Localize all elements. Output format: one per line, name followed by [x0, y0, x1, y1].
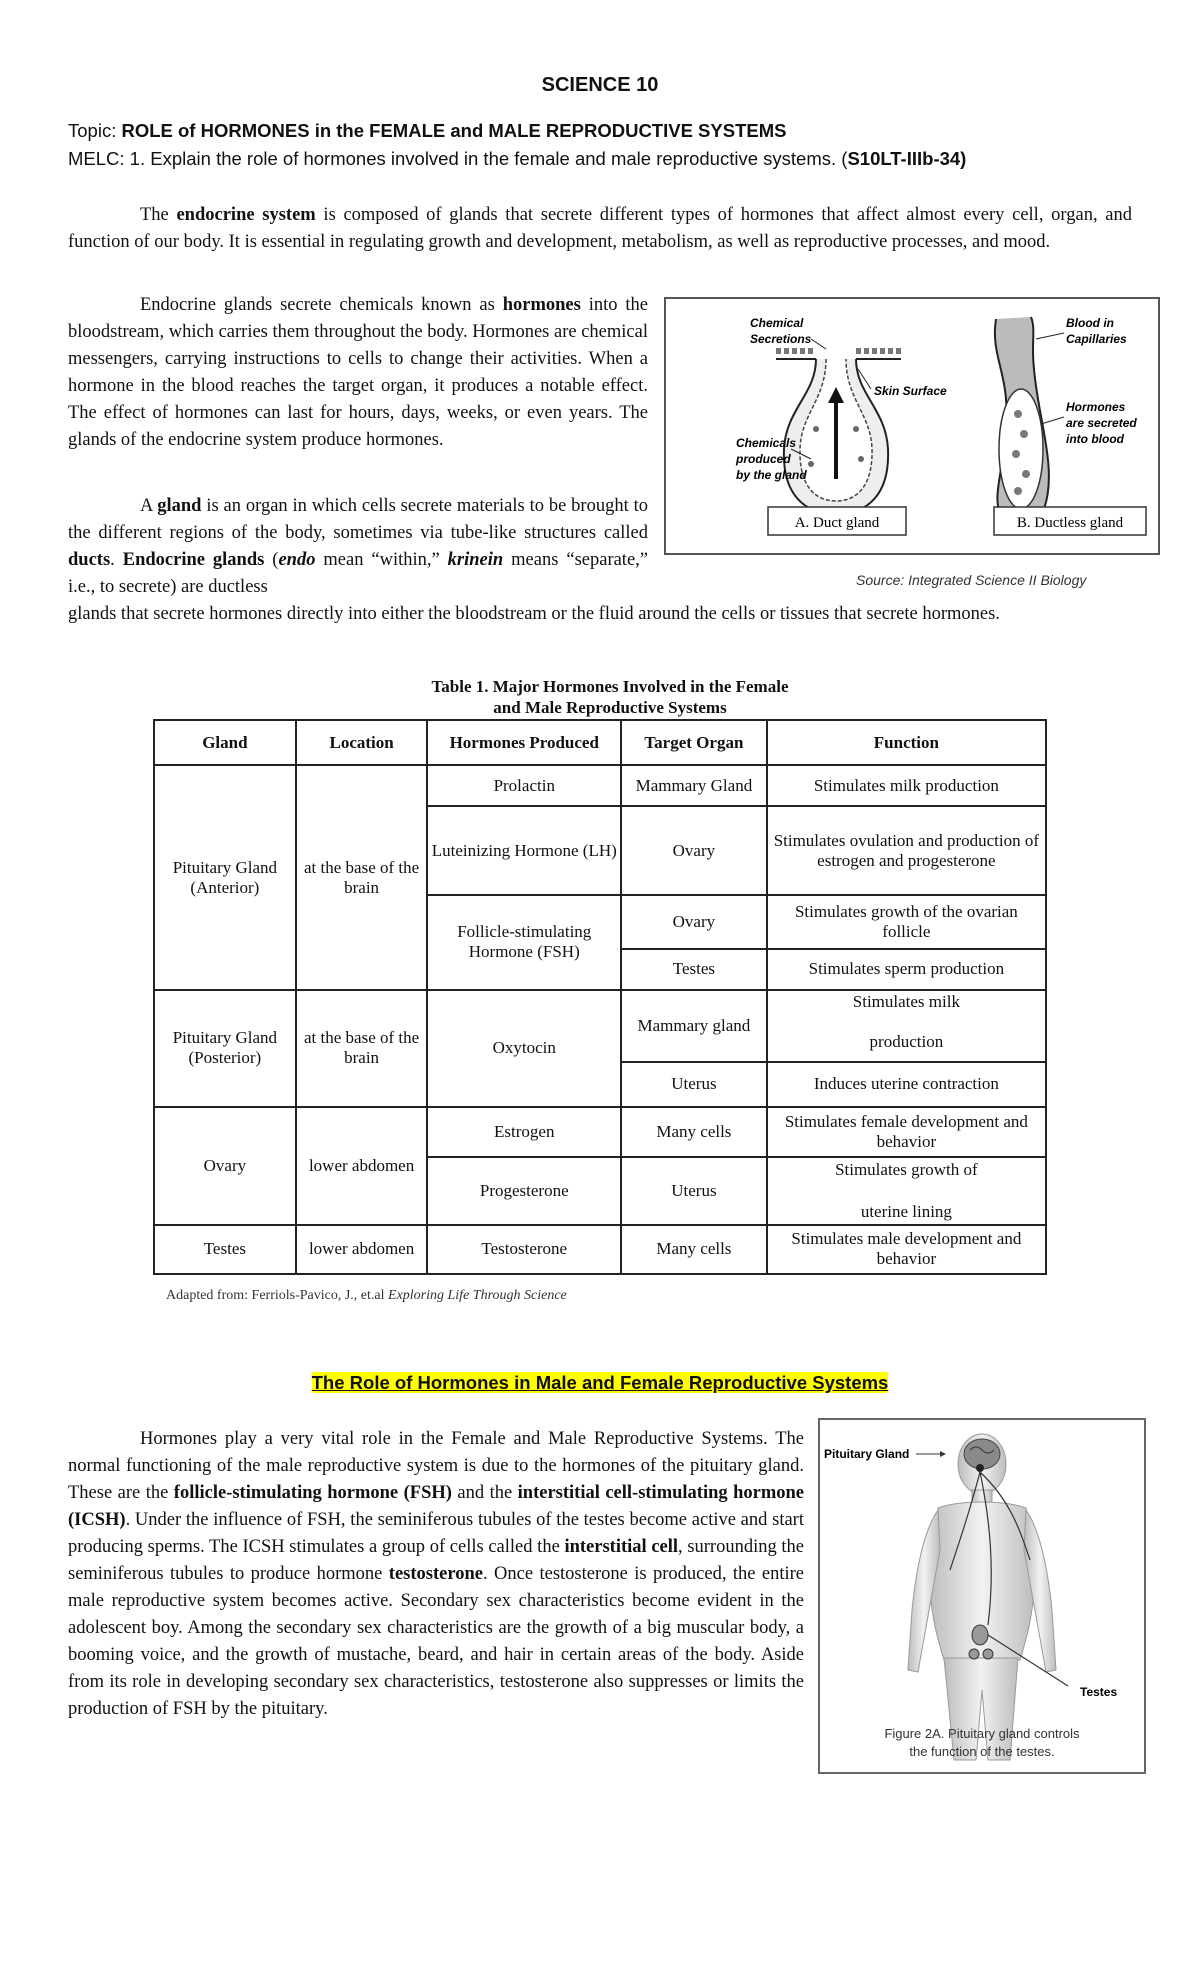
topic-text: ROLE of HORMONES in the FEMALE and MALE REPRODUCTIVE SYSTEMS [121, 120, 787, 141]
chemicals-produced-label-2: produced [736, 452, 791, 466]
hormones-secreted-label-2: are secreted [1066, 416, 1137, 430]
target-cell: Mammary Gland [621, 765, 767, 806]
hormones-table [153, 719, 1047, 1275]
figure2-caption-2: the function of the testes. [909, 1744, 1055, 1759]
topic-line [68, 120, 786, 142]
table-row [154, 1107, 1046, 1156]
duct-gland-illustration [776, 351, 901, 514]
target-cell: Ovary [621, 806, 767, 895]
figure2-caption-1: Figure 2A. Pituitary gland controls [884, 1726, 1080, 1741]
hormone-cell: Testosterone [427, 1225, 621, 1275]
duct-gland-label: A. Duct gland [794, 515, 880, 531]
hormone-cell: Luteinizing Hormone (LH) [427, 806, 621, 895]
function-cell: Stimulates ovulation and production of estrogen and progesterone [767, 806, 1046, 895]
intro-paragraph-1: The endocrine system is composed of glands that secrete different types of hormones that affect almost every cell, organ, and function of our body. It is essential in regulating growth and development, metabolism, as well as reproductive processes, and mood. [68, 205, 1132, 252]
melc-code: S10LT-IIIb-34) [847, 148, 967, 169]
location-cell: at the base of the brain [296, 765, 428, 989]
location-cell: lower abdomen [296, 1225, 428, 1275]
hormones-secreted-label: Hormones [1066, 400, 1126, 414]
hormone-cell: Follicle-stimulating Hormone (FSH) [427, 895, 621, 990]
target-cell: Uterus [621, 1157, 767, 1225]
target-cell: Ovary [621, 895, 767, 949]
chemicals-produced-label: Chemicals [736, 436, 797, 450]
blood-in-capillaries-label-2: Capillaries [1066, 332, 1127, 346]
function-cell: Induces uterine contraction [767, 1062, 1046, 1107]
table-title: Table 1. Major Hormones Involved in the Female and Male Reproductive Systems [431, 677, 789, 717]
function-cell: Stimulates sperm production [767, 949, 1046, 990]
chemicals-produced-label-3: by the gland [736, 468, 807, 482]
topic-label: Topic: [68, 120, 117, 141]
header-target-organ: Target Organ [621, 720, 767, 765]
table-row [154, 1225, 1046, 1275]
function-cell: Stimulates female development and behavior [767, 1107, 1046, 1156]
page-title: SCIENCE 10 [541, 74, 659, 96]
table-source: Adapted from: Ferriols-Pavico, J., et.al Exploring Life Through Science [166, 1288, 567, 1303]
intro-paragraph-3-continued: glands that secrete hormones directly into either the bloodstream or the fluid around the cells or tissues that secrete hormones. [68, 604, 1000, 624]
table-header-row [154, 720, 1046, 765]
ductless-gland-label: B. Ductless gland [1016, 515, 1124, 531]
skin-surface-label: Skin Surface [874, 384, 947, 398]
pituitary-testes-figure [818, 1418, 1146, 1774]
target-cell: Uterus [621, 1062, 767, 1107]
melc-line [68, 148, 966, 170]
pituitary-gland-dot [976, 1464, 984, 1472]
table-row [154, 765, 1046, 806]
testes-label: Testes [1080, 1685, 1118, 1699]
header-hormones-produced: Hormones Produced [427, 720, 621, 765]
function-cell: Stimulates growth of uterine lining [767, 1157, 1046, 1225]
target-cell: Mammary gland [621, 990, 767, 1062]
location-cell: at the base of the brain [296, 990, 428, 1107]
hormone-cell: Estrogen [427, 1107, 621, 1156]
header-function: Function [767, 720, 1046, 765]
hormone-cell: Progesterone [427, 1157, 621, 1225]
blood-in-capillaries-label: Blood in [1066, 316, 1114, 330]
figure1-source: Source: Integrated Science II Biology [856, 572, 1087, 588]
pituitary-gland-label: Pituitary Gland [824, 1447, 910, 1461]
gland-cell: Pituitary Gland (Anterior) [154, 765, 296, 989]
target-cell: Testes [621, 949, 767, 990]
function-cell: Stimulates growth of the ovarian follicle [767, 895, 1046, 949]
header-gland: Gland [154, 720, 296, 765]
intro-paragraph-2: Endocrine glands secrete chemicals known as hormones into the bloodstream, which carries them throughout the body. Hormones are chemical messengers, carrying instructions to cells to change their activities. When a hormone in the blood reaches the target organ, it produces a notable effect. The effect of hormones can last for hours, days, weeks, or even years. The glands of the endocrine system produce hormones. [68, 295, 648, 450]
intro-paragraph-3: A gland is an organ in which cells secrete materials to be brought to the different regions of the body, sometimes via tube-like structures called ducts. Endocrine glands (endo mean “within,” krinein means “separate,” i.e., to secrete) are ductless [68, 496, 648, 597]
melc-text: MELC: 1. Explain the role of hormones involved in the female and male reproductive systems. ( [68, 148, 848, 169]
hormone-cell: Oxytocin [427, 990, 621, 1107]
function-cell: Stimulates milk production [767, 990, 1046, 1062]
brain-icon [964, 1439, 1000, 1469]
section2-paragraph: Hormones play a very vital role in the Female and Male Reproductive Systems. The normal functioning of the male reproductive system is due to the hormones of the pituitary gland. These are the follicle-stimulating hormone (FSH) and the interstitial cell-stimulating hormone (ICSH). Under the influence of FSH, the seminiferous tubules of the testes become active and start producing sperms. The ICSH stimulates a group of cells called the interstitial cell, surrounding the seminiferous tubules to produce hormone testosterone. Once testosterone is produced, the entire male reproductive system becomes active. Secondary sex characteristics become evident in the adolescent boy. Among the secondary sex characteristics are the growth of a big muscular body, a booming voice, and the growth of mustache, beard, and hair in certain areas of the body. Aside from its role in developing secondary sex characteristics, testosterone also suppresses or limits the production of FSH by the pituitary. [68, 1429, 805, 1719]
function-cell: Stimulates male development and behavior [767, 1225, 1046, 1275]
gland-diagram [666, 299, 1158, 553]
table-row [154, 990, 1046, 1062]
chemical-secretions-label: Chemical [750, 316, 804, 330]
section-heading: The Role of Hormones in Male and Female Reproductive Systems [311, 1372, 889, 1393]
gland-cell: Testes [154, 1225, 296, 1275]
hormones-secreted-label-3: into blood [1066, 432, 1124, 446]
target-cell: Many cells [621, 1107, 767, 1156]
gland-cell: Ovary [154, 1107, 296, 1224]
body-diagram [820, 1420, 1144, 1772]
target-cell: Many cells [621, 1225, 767, 1275]
gland-diagram-figure [664, 297, 1160, 555]
location-cell: lower abdomen [296, 1107, 428, 1224]
chemical-secretions-label-2: Secretions [750, 332, 812, 346]
function-cell: Stimulates milk production [767, 765, 1046, 806]
ductless-gland-illustration [995, 317, 1049, 526]
header-location: Location [296, 720, 428, 765]
gland-cell: Pituitary Gland (Posterior) [154, 990, 296, 1107]
hormone-cell: Prolactin [427, 765, 621, 806]
